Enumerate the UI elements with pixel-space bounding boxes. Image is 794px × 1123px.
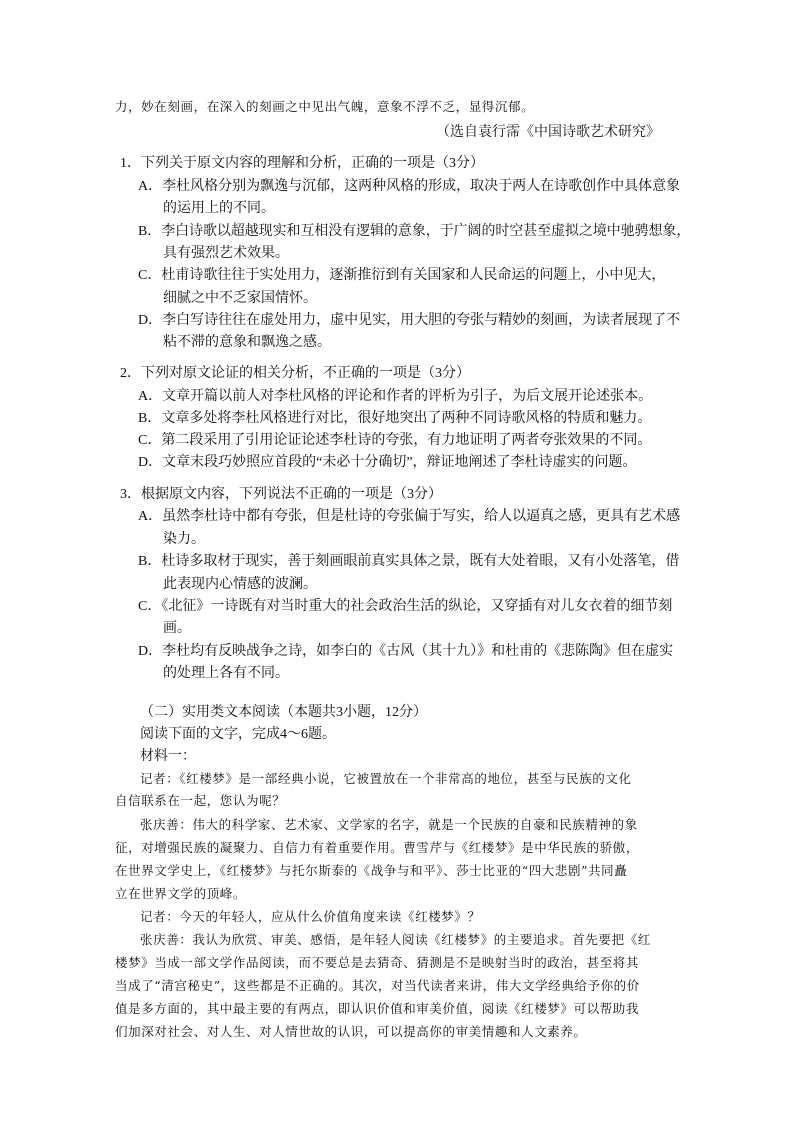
material-1-label: 材料一：	[140, 749, 196, 764]
q1-option-b-line-1[interactable]: B．李白诗歌以超越现实和互相没有逻辑的意象，于广阔的时空甚至虚拟之境中驰骋想象，	[138, 224, 691, 239]
q3-option-a-line-2: 染力。	[163, 532, 205, 547]
q2-option-d[interactable]: D．文章末段巧妙照应首段的“未必十分确切”，辩证地阐述了李杜诗虚实的问题。	[138, 455, 637, 470]
q3-option-c-line-1[interactable]: C．《北征》一诗既有对当时重大的社会政治生活的纵论，又穿插有对儿女衣着的细节刻	[138, 599, 673, 614]
q3-option-d-line-2: 的处理上各有不同。	[163, 666, 289, 681]
q1-option-d-line-2: 粘不滞的意象和飘逸之感。	[163, 335, 331, 350]
interview-a2-line-3: 当成了“清宫秘史”，这些都是不正确的。其次，对当代读者来讲，伟大文学经典给予你的价	[115, 978, 640, 993]
section-2-instruction: 阅读下面的文字，完成4～6题。	[140, 727, 336, 742]
interview-q1-line-2: 自信联系在一起，您认为呢？	[115, 793, 286, 808]
interview-a2-line-4: 值是多方面的，其中最主要的有两点，即认识价值和审美价值，阅读《红楼梦》可以帮助我	[115, 1001, 640, 1016]
interview-a1-line-1: 张庆善：伟大的科学家、艺术家、文学家的名字，就是一个民族的自豪和民族精神的象	[140, 817, 638, 832]
q1-option-a-line-1[interactable]: A．李杜风格分别为飘逸与沉郁，这两种风格的形成，取决于两人在诗歌创作中具体意象	[138, 179, 681, 194]
q1-option-b-line-2: 具有强烈艺术效果。	[163, 246, 289, 261]
q2-option-c[interactable]: C．第二段采用了引用论证论述李杜诗的夸张，有力地证明了两者夸张效果的不同。	[138, 433, 652, 448]
q2-option-a[interactable]: A．文章开篇以前人对李杜风格的评论和作者的评析为引子，为后文展开论述张本。	[138, 389, 653, 404]
q3-option-d-line-1[interactable]: D．李杜均有反映战争之诗，如李白的《古风（其十九）》和杜甫的《悲陈陶》但在虚实	[138, 644, 674, 659]
interview-q1-line-1: 记者：《红楼梦》是一部经典小说，它被置放在一个非常高的地位，甚至与民族的文化	[140, 771, 632, 786]
q3-option-c-line-2: 画。	[163, 621, 191, 636]
question-1-stem: 1．下列关于原文内容的理解和分析，正确的一项是（3分）	[120, 156, 484, 171]
interview-a1-line-4: 立在世界文学的顶峰。	[115, 886, 247, 901]
source-citation: （选自袁行霈《中国诗歌艺术研究》	[436, 125, 660, 140]
question-2-stem: 2．下列对原文论证的相关分析，不正确的一项是（3分）	[120, 366, 470, 381]
interview-a1-line-3: 在世界文学史上，《红楼梦》与托尔斯泰的《战争与和平》、莎士比亚的“四大悲剧”共同矗	[115, 863, 628, 878]
q1-option-a-line-2: 的运用上的不同。	[163, 201, 275, 216]
interview-a1-line-2: 征，对增强民族的凝聚力、自信力有着重要作用。曹雪芹与《红楼梦》是中华民族的骄傲，	[115, 840, 640, 855]
q2-option-b[interactable]: B．文章多处将李杜风格进行对比，很好地突出了两种不同诗歌风格的特质和魅力。	[138, 411, 652, 426]
interview-a2-line-1: 张庆善：我认为欣赏、审美、感悟，是年轻人阅读《红楼梦》的主要追求。首先要把《红	[140, 932, 651, 947]
source-tail-line: 力，妙在刻画，在深入的刻画之中见出气魄，意象不浮不乏，显得沉郁。	[115, 99, 535, 114]
q1-option-d-line-1[interactable]: D．李白写诗往往在虚处用力，虚中见实，用大胆的夸张与精妙的刻画，为读者展现了不	[138, 313, 681, 328]
interview-a2-line-2: 楼梦》当成一部文学作品阅读，而不要总是去猜奇、猜测是不是映射当时的政治，甚至将其	[115, 955, 640, 970]
q1-option-c-line-2: 细腻之中不乏家国情怀。	[163, 291, 317, 306]
interview-a2-line-5: 们加深对社会、对人生、对人情世故的认识，可以提高你的审美情趣和人文素养。	[115, 1024, 587, 1039]
q1-option-c-line-1[interactable]: C．杜甫诗歌往往于实处用力，逐渐推衍到有关国家和人民命运的问题上，小中见大，	[138, 268, 666, 283]
q3-option-b-line-1[interactable]: B．杜诗多取材于现实，善于刻画眼前真实具体之景，既有大处着眼，又有小处落笔，借	[138, 554, 680, 569]
interview-q2: 记者：今天的年轻人，应从什么价值角度来读《红楼梦》？	[140, 909, 481, 924]
q3-option-a-line-1[interactable]: A．虽然李杜诗中都有夸张，但是杜诗的夸张偏于写实，给人以逼真之感，更具有艺术感	[138, 509, 681, 524]
question-3-stem: 3．根据原文内容，下列说法不正确的一项是（3分）	[120, 487, 442, 502]
section-2-heading: （二）实用类文本阅读（本题共3小题，12分）	[140, 705, 427, 720]
q3-option-b-line-2: 此表现内心情感的波澜。	[163, 577, 317, 592]
